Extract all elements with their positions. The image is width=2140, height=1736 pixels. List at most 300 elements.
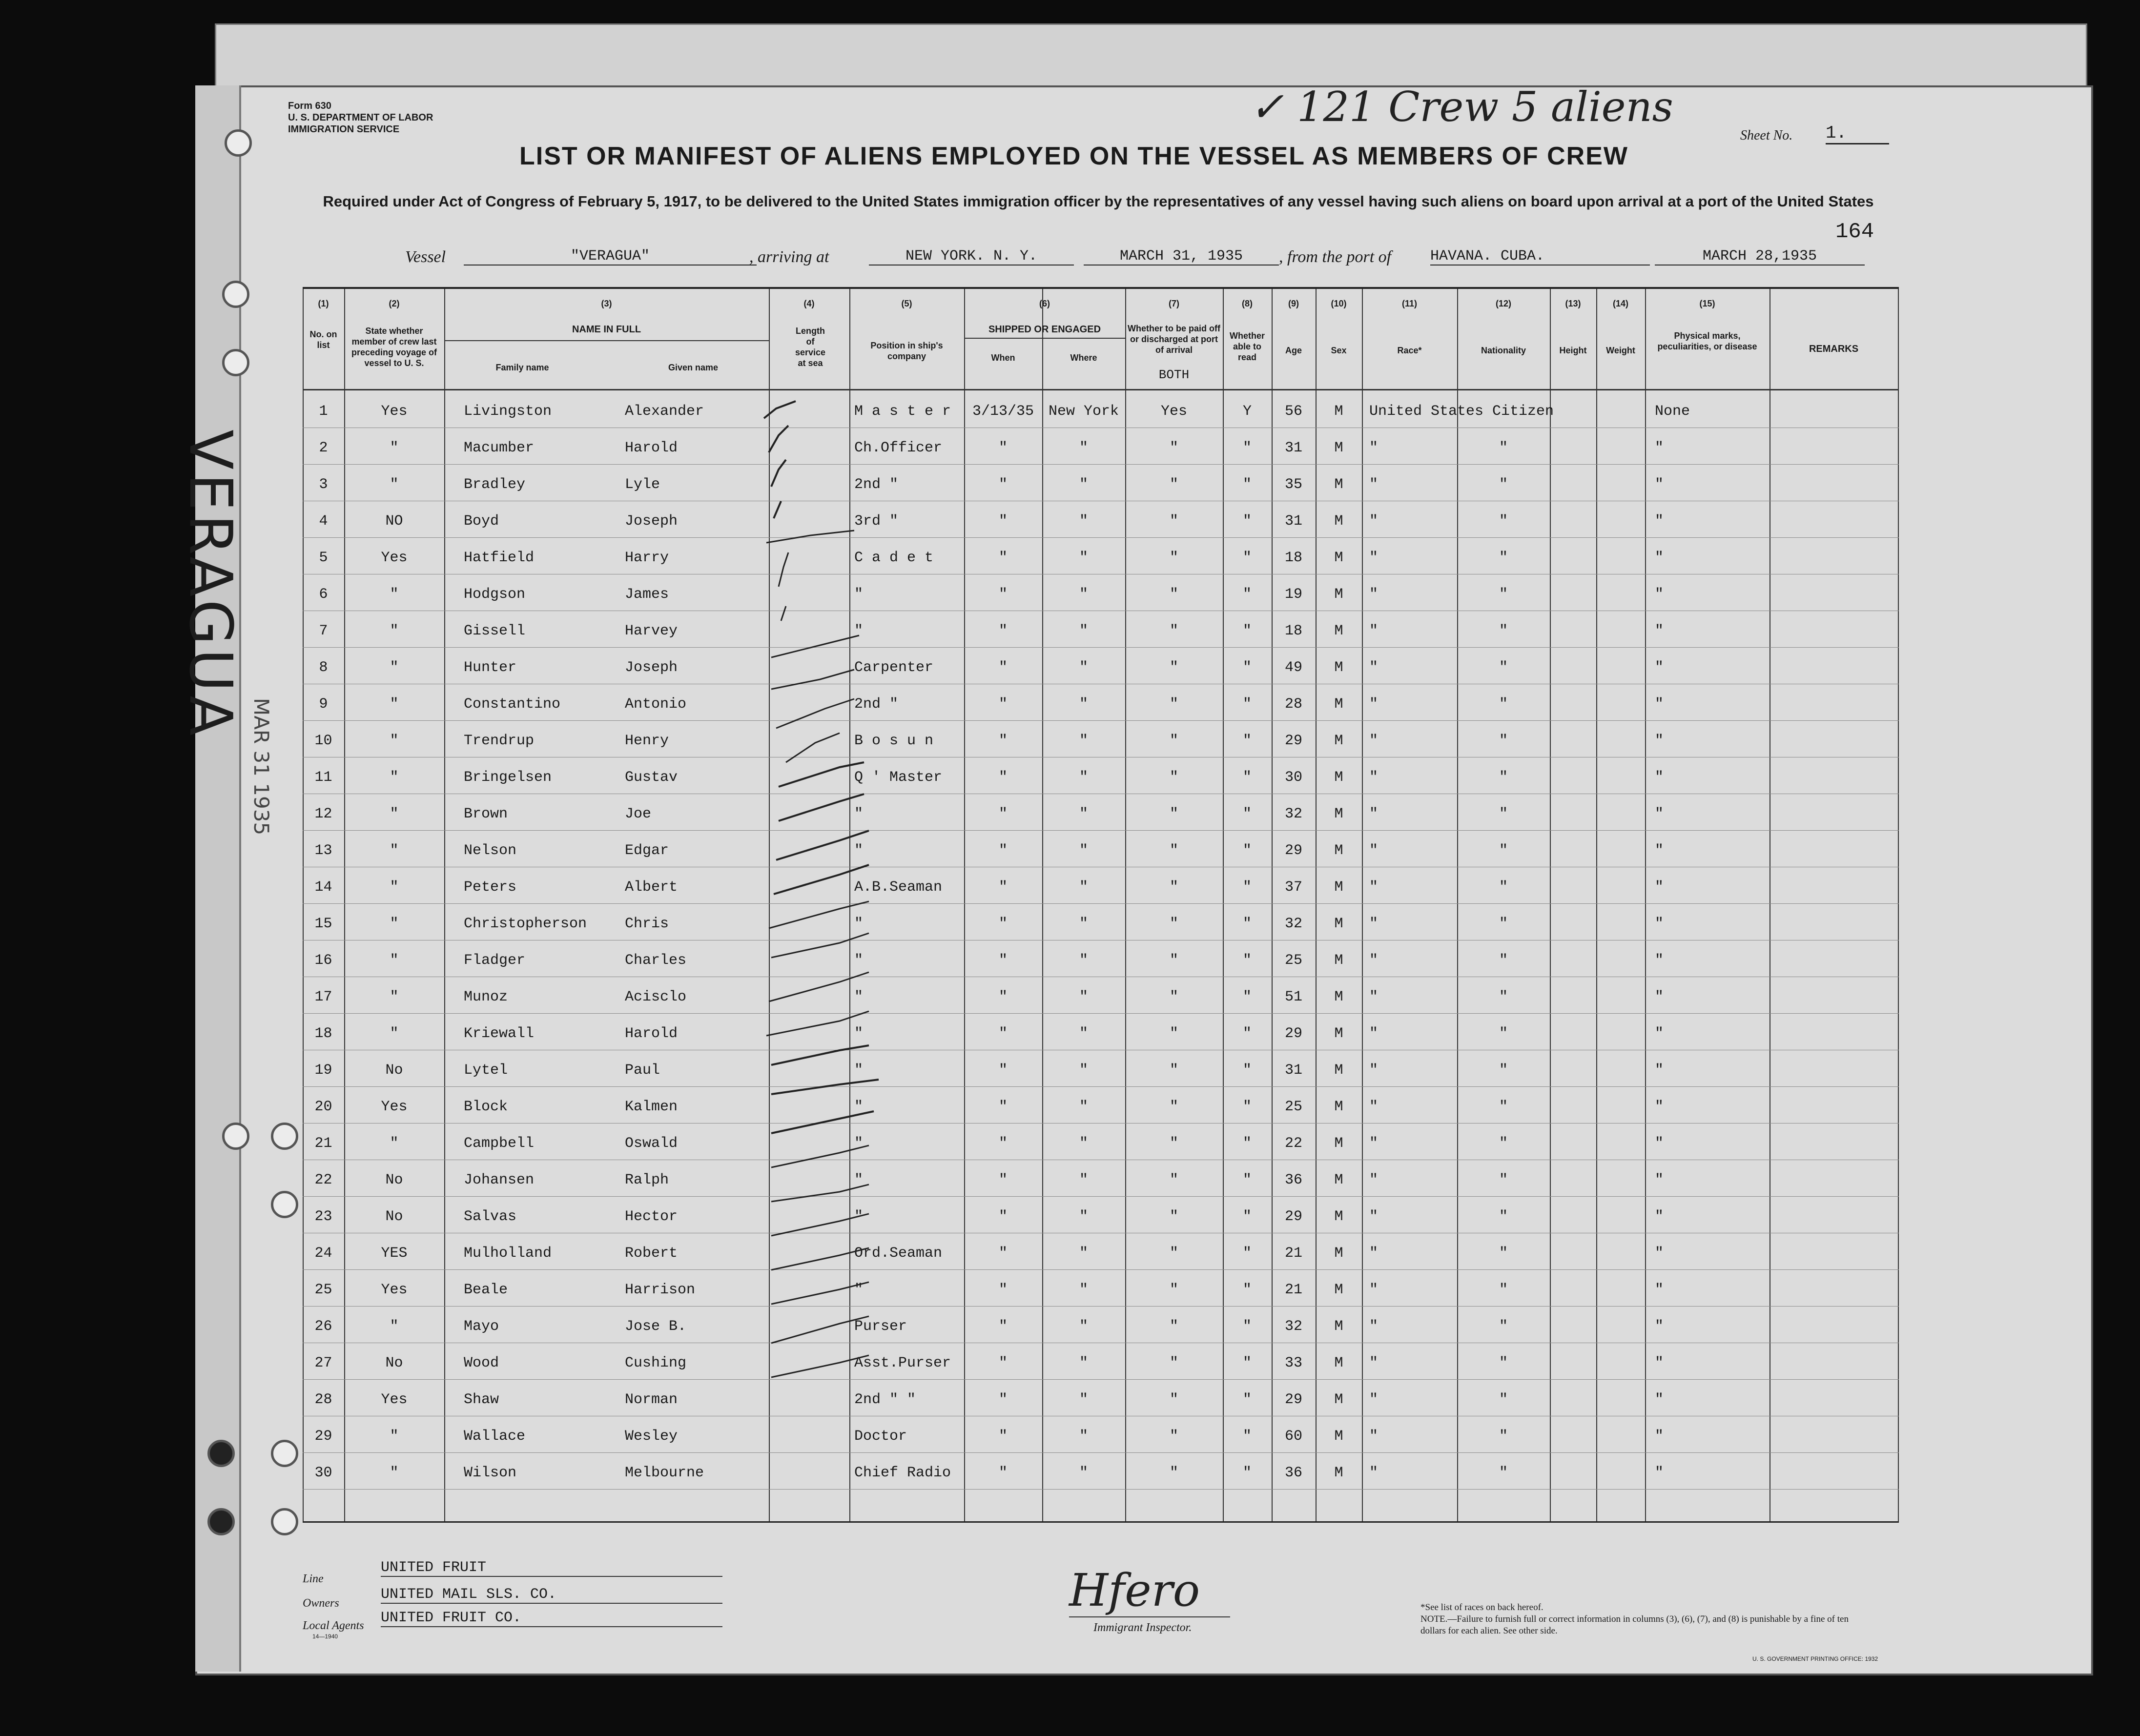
cell-position: M a s t e r (854, 403, 951, 420)
cell-sex: M (1334, 696, 1343, 713)
header-remarks: REMARKS (1809, 344, 1859, 354)
cell-prev: " (390, 769, 399, 786)
cell-position: Carpenter (854, 659, 934, 676)
table-row (303, 831, 1899, 867)
check-mark (771, 1248, 869, 1270)
cell-phys: " (1655, 1282, 1664, 1298)
cell-read: " (1242, 989, 1252, 1005)
cell-phys: " (1655, 476, 1664, 493)
cell-prev: No (385, 1172, 403, 1188)
cell-family: Beale (464, 1282, 508, 1298)
cell-nat: " (1499, 1355, 1508, 1371)
cell-race: " (1369, 989, 1379, 1005)
cell-read: " (1242, 1135, 1252, 1152)
cell-age: 29 (1284, 1025, 1302, 1042)
cell-sex: M (1334, 842, 1343, 859)
cell-prev: Yes (381, 1282, 408, 1298)
header-paid-off: Whether to be paid off or discharged at port of arrival (1128, 324, 1220, 355)
cell-prev: " (390, 586, 399, 603)
cell-when: " (998, 879, 1008, 896)
cell-race: " (1369, 440, 1379, 456)
cell-given: Acisclo (625, 989, 687, 1005)
table-row (303, 684, 1899, 721)
cell-given: Jose B. (625, 1318, 687, 1335)
cell-age: 21 (1284, 1245, 1302, 1262)
cell-no: 23 (314, 1208, 332, 1225)
department: U. S. DEPARTMENT OF LABOR (288, 112, 433, 123)
cell-where: " (1079, 989, 1088, 1005)
cell-race: " (1369, 1062, 1379, 1079)
cell-prev: " (390, 989, 399, 1005)
cell-no: 21 (314, 1135, 332, 1152)
col-num-2: (2) (389, 299, 400, 308)
cell-read: Y (1242, 403, 1252, 420)
page-subtitle: Required under Act of Congress of February 5, 1917, to be delivered to the United States immigration officer by the representatives of any vessel having such aliens on board upon arrival at a port of the United States (323, 193, 1874, 210)
cell-race: " (1369, 1172, 1379, 1188)
table-row (303, 1123, 1899, 1160)
header-weight: Weight (1606, 346, 1635, 355)
header-race: Race* (1397, 346, 1422, 355)
cell-age: 30 (1284, 769, 1302, 786)
cell-when: " (998, 1391, 1008, 1408)
cell-where: " (1079, 1465, 1088, 1481)
cell-nat: " (1499, 1208, 1508, 1225)
cell-phys: " (1655, 659, 1664, 676)
cell-when: " (998, 586, 1008, 603)
cell-where: " (1079, 916, 1088, 932)
cell-sex: M (1334, 952, 1343, 969)
cell-sex: M (1334, 1025, 1343, 1042)
header-paid-off-value: BOTH (1158, 368, 1190, 382)
cell-given: Gustav (625, 769, 678, 786)
cell-race: " (1369, 476, 1379, 493)
cell-race: " (1369, 550, 1379, 566)
cell-given: Norman (625, 1391, 678, 1408)
cell-given: Lyle (625, 476, 660, 493)
table-row (303, 574, 1899, 611)
check-mark (776, 699, 854, 728)
cell-read: " (1242, 1025, 1252, 1042)
cell-sex: M (1334, 1318, 1343, 1335)
header-height: Height (1559, 346, 1587, 355)
cell-position: Ord.Seaman (854, 1245, 943, 1262)
cell-paid: " (1169, 916, 1178, 932)
cell-family: Wilson (464, 1465, 517, 1481)
cell-no: 27 (314, 1355, 332, 1371)
cell-phys: " (1655, 952, 1664, 969)
table-row (303, 1050, 1899, 1087)
cell-age: 37 (1284, 879, 1302, 896)
cell-no: 1 (319, 403, 328, 420)
cell-race: " (1369, 1282, 1379, 1298)
cell-where: " (1079, 952, 1088, 969)
cell-family: Bringelsen (464, 769, 552, 786)
cell-paid: " (1169, 1062, 1178, 1079)
cell-no: 30 (314, 1465, 332, 1481)
cell-race: " (1369, 806, 1379, 822)
cell-prev: " (390, 806, 399, 822)
cell-nat: " (1499, 440, 1508, 456)
check-mark (779, 552, 788, 587)
cell-age: 35 (1284, 476, 1302, 493)
cell-when: " (998, 1355, 1008, 1371)
cell-position: " (854, 623, 864, 639)
cell-age: 22 (1284, 1135, 1302, 1152)
from-port: HAVANA. CUBA. (1430, 248, 1650, 266)
binding-hole (222, 281, 249, 308)
cell-read: " (1242, 952, 1252, 969)
col-num-9: (9) (1288, 299, 1299, 308)
cell-prev: Yes (381, 403, 408, 420)
cell-given: Harrison (625, 1282, 696, 1298)
cell-no: 24 (314, 1245, 332, 1262)
binding-hole (225, 129, 252, 157)
cell-when: " (998, 550, 1008, 566)
cell-nat: " (1499, 1062, 1508, 1079)
cell-position: A.B.Seaman (854, 879, 943, 896)
race-note: *See list of races on back hereof. (1420, 1602, 1543, 1613)
cell-when: " (998, 1245, 1008, 1262)
cell-position: " (854, 1282, 864, 1298)
table-row (303, 1453, 1899, 1490)
cell-given: Edgar (625, 842, 669, 859)
cell-given: Harvey (625, 623, 678, 639)
cell-read: " (1242, 733, 1252, 749)
cell-where: " (1079, 1428, 1088, 1445)
cell-when: " (998, 769, 1008, 786)
cell-when: " (998, 916, 1008, 932)
cell-sex: M (1334, 769, 1343, 786)
form-id: Form 630 (288, 101, 331, 111)
cell-paid: " (1169, 1172, 1178, 1188)
cell-read: " (1242, 1465, 1252, 1481)
cell-no: 5 (319, 550, 328, 566)
cell-family: Boyd (464, 513, 499, 530)
col-num-7: (7) (1169, 299, 1179, 308)
from-label: , from the port of (1279, 248, 1392, 266)
cell-where: " (1079, 1245, 1088, 1262)
cell-when: " (998, 1135, 1008, 1152)
cell-phys: " (1655, 1172, 1664, 1188)
cell-no: 14 (314, 879, 332, 896)
cell-age: 29 (1284, 842, 1302, 859)
cell-no: 16 (314, 952, 332, 969)
cell-position: " (854, 916, 864, 932)
cell-family: Shaw (464, 1391, 499, 1408)
cell-race: " (1369, 623, 1379, 639)
cell-sex: M (1334, 476, 1343, 493)
cell-read: " (1242, 440, 1252, 456)
cell-where: New York (1048, 403, 1119, 420)
cell-position: Doctor (854, 1428, 907, 1445)
cell-where: " (1079, 476, 1088, 493)
cell-family: Peters (464, 879, 517, 896)
cell-phys: " (1655, 1391, 1664, 1408)
cell-read: " (1242, 1245, 1252, 1262)
vessel-name: "VERAGUA" (464, 248, 757, 266)
cell-prev: " (390, 623, 399, 639)
cell-nat: " (1499, 916, 1508, 932)
table-row (303, 1380, 1899, 1416)
col-num-11: (11) (1401, 299, 1418, 308)
table-row (303, 1233, 1899, 1270)
header-age: Age (1285, 346, 1302, 355)
header-family-name: Family name (495, 363, 549, 372)
table-row (303, 721, 1899, 757)
cell-race: " (1369, 696, 1379, 713)
cell-when: " (998, 1428, 1008, 1445)
cell-given: Joseph (625, 513, 678, 530)
cell-nat: " (1499, 623, 1508, 639)
cell-phys: " (1655, 440, 1664, 456)
cell-given: Alexander (625, 403, 704, 420)
cell-position: " (854, 1135, 864, 1152)
cell-prev: NO (385, 513, 403, 530)
cell-phys: " (1655, 733, 1664, 749)
table-row (303, 940, 1899, 977)
cell-family: Bradley (464, 476, 526, 493)
cell-where: " (1079, 659, 1088, 676)
cell-given: Joe (625, 806, 652, 822)
col-num-1: (1) (318, 299, 329, 308)
header-given-name: Given name (668, 363, 719, 372)
cell-family: Campbell (464, 1135, 535, 1152)
check-mark (771, 1214, 869, 1236)
check-mark (771, 635, 859, 657)
cell-nat: " (1499, 769, 1508, 786)
cell-no: 12 (314, 806, 332, 822)
cell-given: Henry (625, 733, 669, 749)
col-num-13: (13) (1565, 299, 1581, 308)
cell-when: " (998, 1465, 1008, 1481)
footer-note (1420, 1602, 1860, 1637)
cell-when: " (998, 696, 1008, 713)
cell-read: " (1242, 916, 1252, 932)
cell-phys: " (1655, 1062, 1664, 1079)
arriving-label: , arriving at (749, 248, 829, 266)
cell-paid: " (1169, 623, 1178, 639)
binding-hole (207, 1508, 235, 1535)
cell-nat: " (1499, 1318, 1508, 1335)
cell-prev: No (385, 1355, 403, 1371)
cell-where: " (1079, 842, 1088, 859)
cell-family: Gissell (464, 623, 526, 639)
table-row (303, 1270, 1899, 1307)
cell-where: " (1079, 1391, 1088, 1408)
printer-mark: U. S. GOVERNMENT PRINTING OFFICE: 1932 (1752, 1655, 1878, 1662)
cell-position: " (854, 806, 864, 822)
cell-prev: " (390, 842, 399, 859)
cell-where: " (1079, 1025, 1088, 1042)
binding-hole (207, 1440, 235, 1467)
cell-phys: " (1655, 586, 1664, 603)
check-mark (774, 865, 869, 894)
cell-position: " (854, 1099, 864, 1115)
cell-nat: " (1499, 1245, 1508, 1262)
cell-family: Mayo (464, 1318, 499, 1335)
cell-prev: " (390, 1318, 399, 1335)
cell-where: " (1079, 806, 1088, 822)
cell-where: " (1079, 696, 1088, 713)
cell-no: 9 (319, 696, 328, 713)
cell-nat: " (1499, 659, 1508, 676)
col-num-8: (8) (1242, 299, 1253, 308)
cell-no: 6 (319, 586, 328, 603)
cell-no: 17 (314, 989, 332, 1005)
cell-position: C a d e t (854, 550, 934, 566)
line-value: UNITED FRUIT (381, 1559, 722, 1577)
crew-table (303, 287, 1899, 1523)
cell-when: " (998, 623, 1008, 639)
cell-where: " (1079, 1135, 1088, 1152)
cell-given: Wesley (625, 1428, 678, 1445)
cell-phys: " (1655, 1135, 1664, 1152)
cell-position: 2nd " " (854, 1391, 916, 1408)
cell-phys: " (1655, 1355, 1664, 1371)
line-label: Line (303, 1573, 324, 1585)
cell-position: Ch.Officer (854, 440, 943, 456)
check-mark (771, 1080, 879, 1094)
cell-sex: M (1334, 403, 1343, 420)
cell-read: " (1242, 1318, 1252, 1335)
check-mark (779, 762, 864, 787)
cell-when: " (998, 1062, 1008, 1079)
cell-sex: M (1334, 1465, 1343, 1481)
check-mark (766, 1011, 869, 1036)
table-row (303, 428, 1899, 465)
cell-age: 21 (1284, 1282, 1302, 1298)
cell-race: " (1369, 1025, 1379, 1042)
cell-nat: " (1499, 989, 1508, 1005)
cell-read: " (1242, 1208, 1252, 1225)
cell-read: " (1242, 513, 1252, 530)
cell-where: " (1079, 1355, 1088, 1371)
cell-read: " (1242, 879, 1252, 896)
cell-sex: M (1334, 733, 1343, 749)
cell-given: Robert (625, 1245, 678, 1262)
header-position: Position in ship's company (870, 341, 943, 361)
col-num-6: (6) (1039, 299, 1050, 308)
cell-race: " (1369, 1355, 1379, 1371)
cell-sex: M (1334, 989, 1343, 1005)
check-mark (786, 733, 840, 762)
cell-paid: " (1169, 733, 1178, 749)
cell-race: " (1369, 1208, 1379, 1225)
cell-sex: M (1334, 1282, 1343, 1298)
col-num-4: (4) (803, 299, 815, 308)
cell-age: 25 (1284, 1099, 1302, 1115)
cell-where: " (1079, 1318, 1088, 1335)
check-mark (776, 831, 869, 860)
cell-age: 49 (1284, 659, 1302, 676)
cell-where: " (1079, 440, 1088, 456)
cell-no: 26 (314, 1318, 332, 1335)
cell-sex: M (1334, 659, 1343, 676)
cell-prev: " (390, 659, 399, 676)
cell-race: " (1369, 879, 1379, 896)
form-code: 14—1940 (312, 1633, 338, 1640)
cell-when: " (998, 659, 1008, 676)
header-shipped-or-engaged: SHIPPED OR ENGAGED (988, 324, 1101, 335)
table-row (303, 904, 1899, 940)
cell-position: Q ' Master (854, 769, 943, 786)
col-num-15: (15) (1699, 299, 1715, 308)
cell-family: Hatfield (464, 550, 535, 566)
cell-position: B o s u n (854, 733, 934, 749)
cell-race: " (1369, 659, 1379, 676)
cell-no: 13 (314, 842, 332, 859)
cell-paid: " (1169, 1428, 1178, 1445)
cell-nat: " (1499, 879, 1508, 896)
cell-phys: " (1655, 1428, 1664, 1445)
cell-position: " (854, 586, 864, 603)
cell-phys: " (1655, 513, 1664, 530)
check-marks (742, 391, 1035, 1514)
cell-family: Brown (464, 806, 508, 822)
cell-no: 19 (314, 1062, 332, 1079)
cell-family: Block (464, 1099, 508, 1115)
cell-given: Antonio (625, 696, 687, 713)
table-row (303, 757, 1899, 794)
check-mark (764, 401, 796, 418)
cell-race: " (1369, 842, 1379, 859)
cell-paid: " (1169, 1025, 1178, 1042)
binding-hole (271, 1440, 298, 1467)
cell-paid: " (1169, 659, 1178, 676)
cell-when: " (998, 440, 1008, 456)
check-mark (781, 606, 786, 621)
table-row (303, 977, 1899, 1014)
cell-position: Purser (854, 1318, 907, 1335)
header-name-in-full: NAME IN FULL (572, 324, 641, 335)
cell-age: 18 (1284, 550, 1302, 566)
cell-no: 11 (314, 769, 332, 786)
cell-family: Lytel (464, 1062, 508, 1079)
cell-nat: " (1499, 1465, 1508, 1481)
check-mark (771, 1145, 869, 1167)
cell-read: " (1242, 1062, 1252, 1079)
col-num-12: (12) (1495, 299, 1511, 308)
cell-age: 32 (1284, 1318, 1302, 1335)
cell-position: 3rd " (854, 513, 899, 530)
cell-given: Cushing (625, 1355, 687, 1371)
cell-when: " (998, 842, 1008, 859)
cell-no: 20 (314, 1099, 332, 1115)
table-row (303, 867, 1899, 904)
check-mark (771, 460, 786, 487)
check-mark (771, 1045, 869, 1065)
header-physical-marks: Physical marks, peculiarities, or disease (1657, 331, 1757, 351)
header-previous-voyage: State whether member of crew last preceding voyage of vessel to U. S. (351, 326, 437, 368)
cell-age: 31 (1284, 440, 1302, 456)
header-when: When (991, 353, 1015, 363)
cell-race: " (1369, 1465, 1379, 1481)
cell-sex: M (1334, 623, 1343, 639)
binding-hole (222, 1123, 249, 1150)
cell-nat: " (1499, 1391, 1508, 1408)
cell-where: " (1079, 1062, 1088, 1079)
cell-age: 36 (1284, 1465, 1302, 1481)
cell-given: Melbourne (625, 1465, 704, 1481)
cell-position: " (854, 952, 864, 969)
header-length-of-service: Length of service at sea (795, 326, 826, 368)
cell-paid: " (1169, 1208, 1178, 1225)
binding-hole (271, 1508, 298, 1535)
table-row (303, 1014, 1899, 1050)
cell-age: 25 (1284, 952, 1302, 969)
table-row (303, 1343, 1899, 1380)
cell-read: " (1242, 659, 1252, 676)
